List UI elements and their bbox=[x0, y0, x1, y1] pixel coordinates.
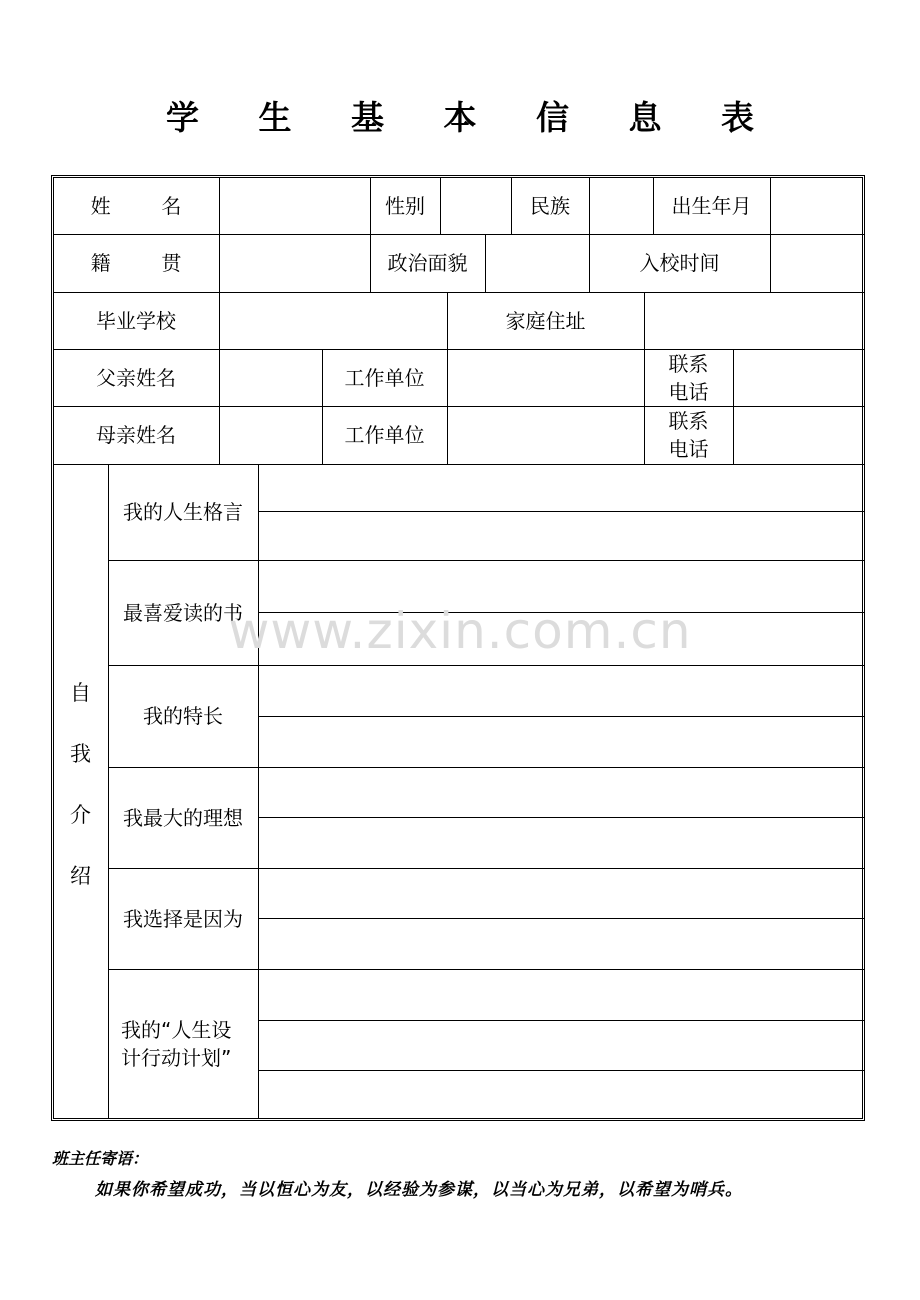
page-title: 学 生 基 本 信 息 表 bbox=[166, 98, 778, 137]
col-divider bbox=[219, 292, 220, 349]
mother-name-label: 母亲姓名 bbox=[96, 423, 176, 447]
teacher-note-text: 如果你希望成功，当以恒心为友，以经验为参谋，以当心为兄弟，以希望为哨兵。 bbox=[95, 1180, 743, 1200]
col-divider bbox=[258, 464, 259, 1119]
mother-phone-label: 联系 电话 bbox=[668, 409, 709, 461]
graduated-school-label: 毕业学校 bbox=[96, 308, 176, 333]
writing-line bbox=[258, 1020, 865, 1021]
home-address-label: 家庭住址 bbox=[505, 308, 586, 333]
writing-line bbox=[258, 918, 865, 919]
writing-line bbox=[258, 817, 865, 818]
native-place-label: 籍 贯 bbox=[90, 251, 182, 275]
birth-label: 出生年月 bbox=[671, 193, 752, 218]
father-work-label: 工作单位 bbox=[344, 365, 425, 390]
col-divider bbox=[219, 349, 220, 464]
writing-line bbox=[258, 1070, 865, 1071]
motto-label: 我的人生格言 bbox=[123, 500, 243, 524]
mother-work-label: 工作单位 bbox=[344, 423, 425, 447]
col-divider bbox=[440, 177, 441, 234]
col-divider bbox=[770, 177, 771, 234]
life-plan-label: 我的“人生设 计行动计划” bbox=[121, 1018, 232, 1070]
enrollment-label: 入校时间 bbox=[639, 251, 720, 275]
writing-line bbox=[258, 716, 865, 717]
father-name-label: 父亲姓名 bbox=[96, 365, 176, 390]
col-divider bbox=[447, 349, 448, 464]
col-divider bbox=[219, 177, 220, 234]
political-status-label: 政治面貌 bbox=[387, 251, 468, 275]
favorite-book-label: 最喜爱读的书 bbox=[123, 600, 243, 625]
col-divider bbox=[485, 234, 486, 292]
ethnicity-label: 民族 bbox=[530, 193, 570, 218]
col-divider bbox=[644, 292, 645, 349]
self-intro-label: 自 我 介 绍 bbox=[70, 681, 91, 888]
name-label: 姓 名 bbox=[90, 193, 182, 218]
teacher-note-label: 班主任寄语： bbox=[52, 1149, 149, 1168]
writing-line bbox=[258, 511, 865, 512]
watermark: www.zixin.com.cn bbox=[228, 602, 692, 660]
gender-label: 性别 bbox=[385, 193, 425, 218]
col-divider bbox=[770, 234, 771, 292]
father-phone-label: 联系 电话 bbox=[668, 351, 709, 404]
specialty-label: 我的特长 bbox=[143, 704, 223, 728]
reason-label: 我选择是因为 bbox=[123, 906, 243, 931]
col-divider bbox=[219, 234, 220, 292]
col-divider bbox=[589, 177, 590, 234]
ideal-label: 我最大的理想 bbox=[123, 805, 243, 830]
col-divider bbox=[733, 349, 734, 464]
